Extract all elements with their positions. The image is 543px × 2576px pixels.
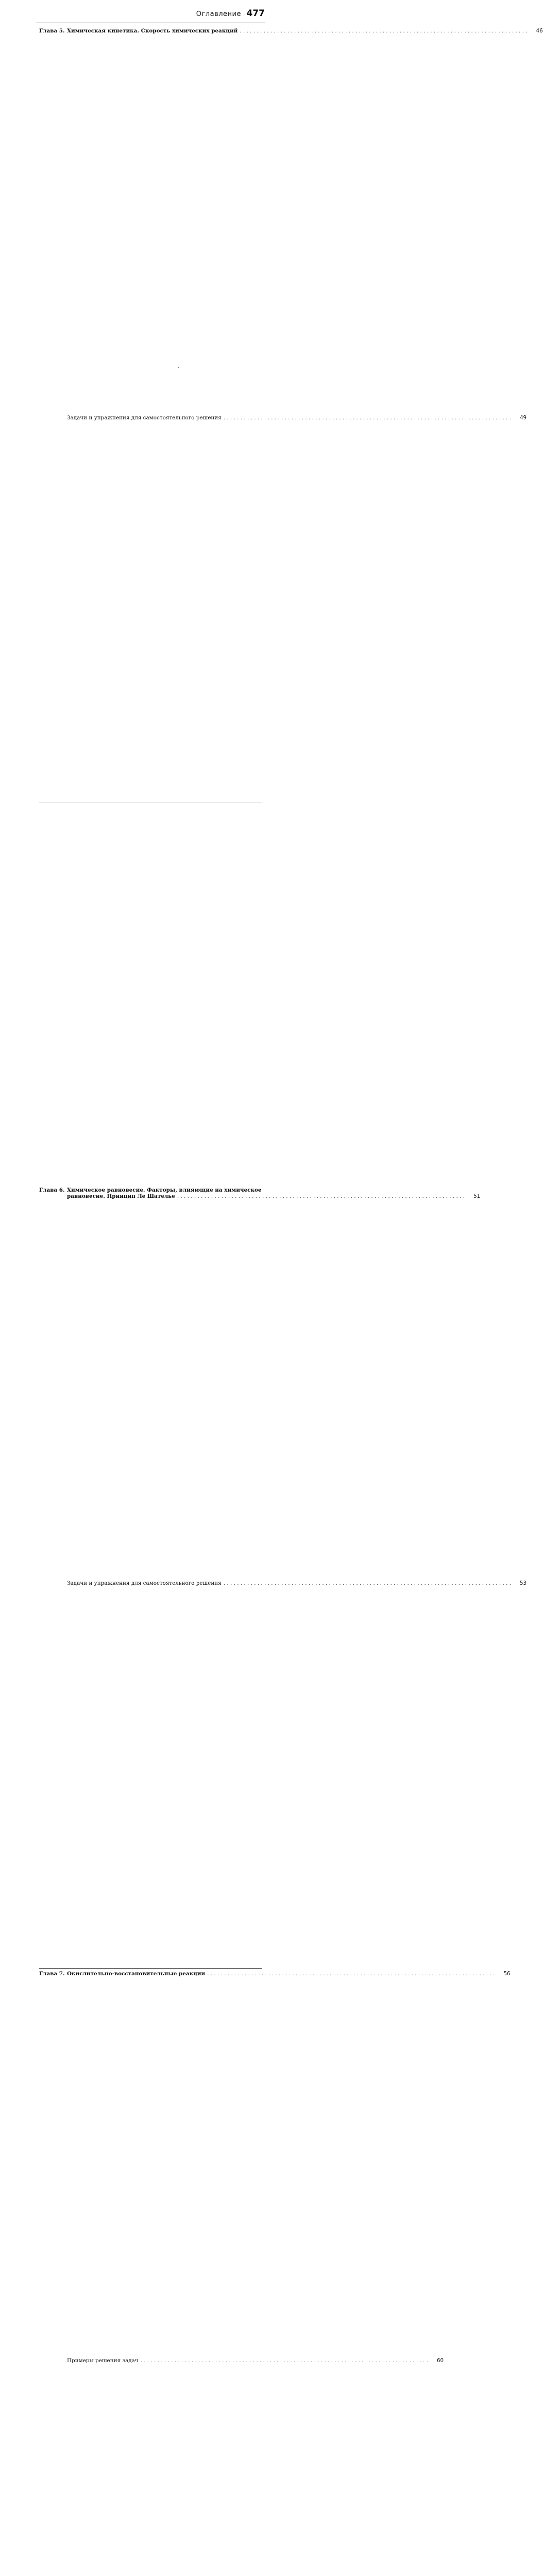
entry-title: Примеры решения задач: [67, 2358, 139, 2364]
header-page-number: 477: [246, 8, 265, 19]
entry-title: Окислительно-восстановительные реакции: [67, 1971, 206, 1977]
entry-number: Глава 6.: [39, 1187, 65, 1193]
entry-page: 46: [536, 28, 543, 34]
entry-title: равновесие. Принцип Ле Шателье: [67, 1193, 175, 1200]
header-title: Оглавление: [196, 10, 241, 18]
entry-number: Глава 5.: [39, 28, 65, 34]
entry-page: 49: [520, 415, 527, 421]
chapter-entry[interactable]: [39, 28, 543, 415]
entry-page: 53: [520, 1581, 527, 1587]
toc-part1-groups: [39, 28, 543, 2576]
entry-page: 56: [503, 1971, 511, 1977]
table-of-contents: [39, 28, 543, 2576]
dot-leader: [141, 2358, 428, 2364]
entry-number: Глава 7.: [39, 1971, 65, 1977]
entry-page: [266, 805, 279, 1192]
dot-leader: [207, 1971, 495, 1977]
entry-page: 51: [473, 1194, 481, 1200]
chapter-group: [39, 28, 543, 803]
toc-entry[interactable]: [39, 2358, 444, 2576]
chapter-group: [39, 805, 527, 1969]
toc-entry[interactable]: [39, 1580, 527, 1967]
entry-title: Химическое равновесие. Факторы, влияющие на химическое: [67, 1187, 262, 1193]
dot-leader: [240, 28, 527, 34]
dot-leader: [177, 1193, 465, 1199]
entry-page: 60: [436, 2358, 444, 2364]
chapter-entry[interactable]: [39, 805, 262, 1193]
dot-leader: [224, 415, 511, 421]
scan-speck: [178, 367, 179, 368]
toc-entry[interactable]: [39, 415, 527, 802]
entry-title: Химическая кинетика. Скорость химических реакций: [67, 28, 238, 34]
page-header: [36, 9, 265, 23]
chapter-entry[interactable]: [39, 1971, 511, 2358]
entry-title: Задачи и упражнения для самостоятельного решения: [67, 415, 222, 421]
entry-title: Задачи и упражнения для самостоятельного решения: [67, 1580, 222, 1587]
dot-leader: [224, 1580, 511, 1586]
toc-entry[interactable]: [39, 1193, 481, 1580]
chapter-group: [39, 1971, 511, 2576]
